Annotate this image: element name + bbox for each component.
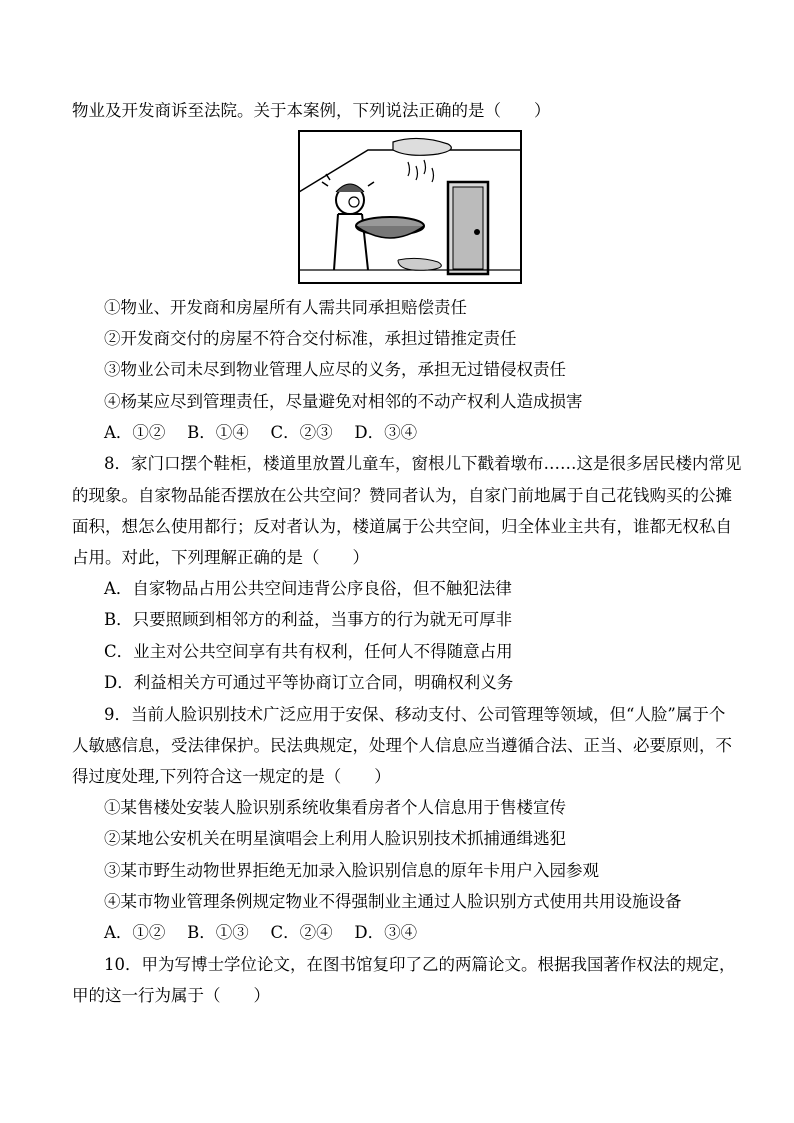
option-line: ③物业公司未尽到物业管理人应尽的义务，承担无过错侵权责任 bbox=[104, 360, 566, 379]
option-line: C．业主对公共空间享有共有权利，任何人不得随意占用 bbox=[104, 642, 513, 661]
text-line: 甲的这一行为属于（ ） bbox=[72, 986, 270, 1005]
option-line: ④杨某应尽到管理责任，尽量避免对相邻的不动产权利人造成损害 bbox=[104, 392, 583, 411]
option-line: ④某市物业管理条例规定物业不得强制业主通过人脸识别方式使用共用设施设备 bbox=[104, 892, 682, 911]
option-line: B．只要照顾到相邻方的利益，当事方的行为就无可厚非 bbox=[104, 610, 513, 629]
text-line: 人敏感信息，受法律保护。民法典规定，处理个人信息应当遵循合法、正当、必要原则，不 bbox=[72, 736, 732, 755]
text-line: 占用。对此，下列理解正确的是（ ） bbox=[72, 548, 369, 567]
option-line: ③某市野生动物世界拒绝无加录入脸识别信息的原年卡用户入园参观 bbox=[104, 861, 599, 880]
option-line: ①某售楼处安装人脸识别系统收集看房者个人信息用于售楼宣传 bbox=[104, 798, 566, 817]
option-line: ①物业、开发商和房屋所有人需共同承担赔偿责任 bbox=[104, 298, 467, 317]
option-line: ②开发商交付的房屋不符合交付标准，承担过错推定责任 bbox=[104, 329, 517, 348]
text-line: 的现象。自家物品能否摆放在公共空间？赞同者认为，自家门前地属于自己花钱购买的公摊 bbox=[72, 486, 732, 505]
text-line: 得过度处理,下列符合这一规定的是（ ） bbox=[72, 767, 391, 786]
option-line: ②某地公安机关在明星演唱会上利用人脸识别技术抓捕通缉逃犯 bbox=[104, 829, 566, 848]
text-line: 面积，想怎么使用都行；反对者认为，楼道属于公共空间，归全体业主共有，谁都无权私自 bbox=[72, 517, 732, 536]
answer-choices: A．①② B．①③ C．②④ D．③④ bbox=[104, 923, 418, 942]
text-line: 9．当前人脸识别技术广泛应用于安保、移动支付、公司管理等领域，但“人脸”属于个 bbox=[104, 705, 726, 724]
answer-choices: A．①② B．①④ C．②③ D．③④ bbox=[104, 423, 418, 442]
text-line: 8．家门口摆个鞋柜，楼道里放置儿童车，窗根儿下戳着墩布……这是很多居民楼内常见 bbox=[104, 454, 742, 473]
text-line: 物业及开发商诉至法院。关于本案例，下列说法正确的是（ ） bbox=[72, 101, 551, 120]
option-line: A．自家物品占用公共空间违背公序良俗，但不触犯法律 bbox=[104, 579, 512, 598]
option-line: D．利益相关方可通过平等协商订立合同，明确权利义务 bbox=[104, 673, 514, 692]
text-line: 10．甲为写博士学位论文，在图书馆复印了乙的两篇论文。根据我国著作权法的规定， bbox=[104, 955, 736, 974]
cartoon-illustration bbox=[298, 130, 522, 284]
leaking-ceiling-cartoon bbox=[298, 130, 522, 284]
